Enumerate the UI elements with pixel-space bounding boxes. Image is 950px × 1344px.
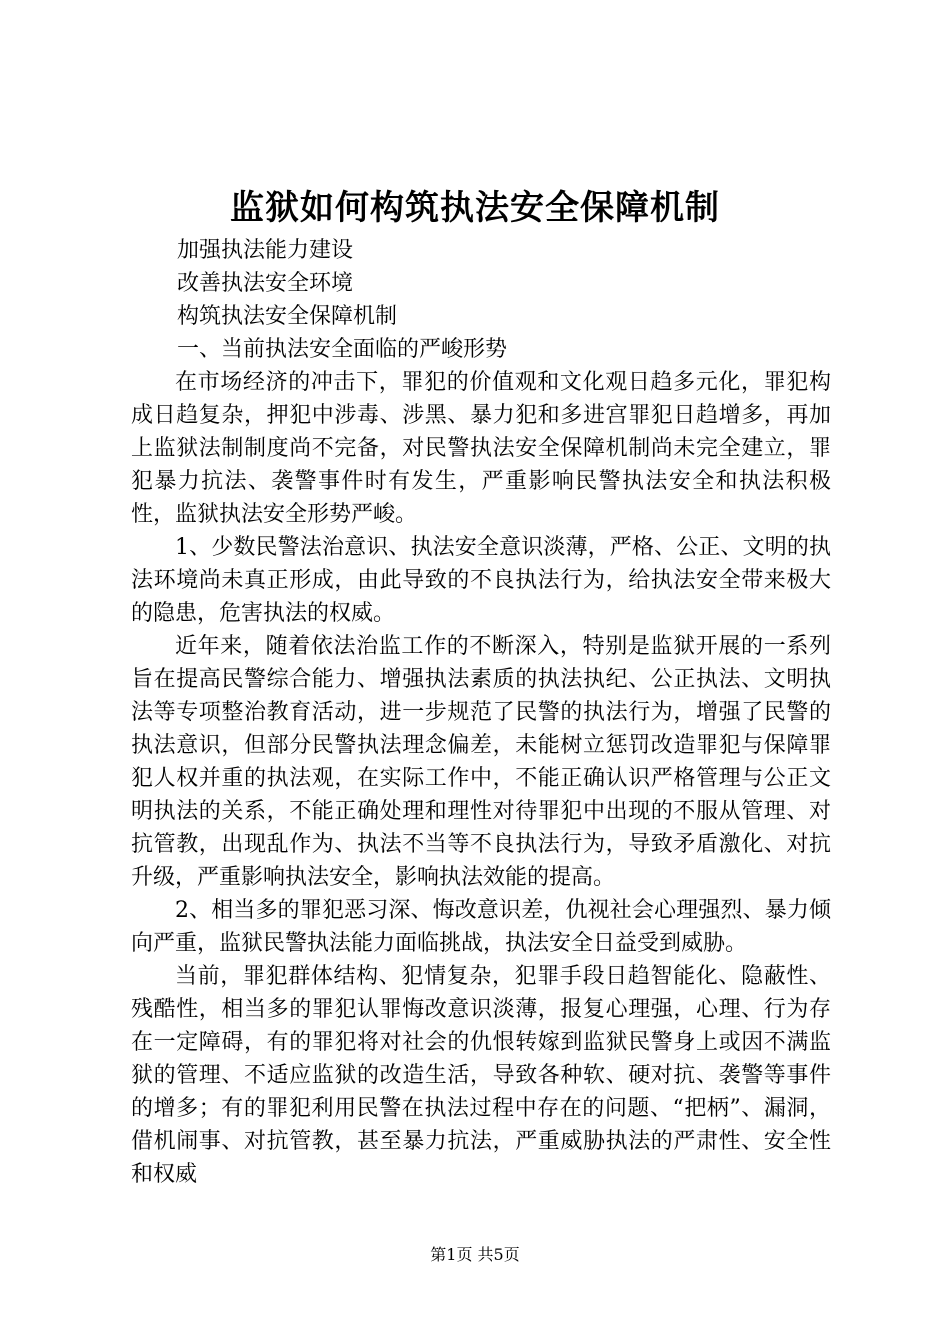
subtitle-3: 构筑执法安全保障机制 (177, 304, 398, 329)
paragraph: 当前，罪犯群体结构、犯情复杂，犯罪手段日趋智能化、隐蔽性、残酷性，相当多的罪犯认罪悔改意识淡薄，报复心理强，心理、行为存在一定障碍，有的罪犯将对社会的仇恨转嫁到监狱民警身上或因不满监狱的管理、不适应监狱的改造生活，导致各种软、硬对抗、袭警等事件的增多；有的罪犯利用民警在执法过程中存在的问题、“把柄”、漏洞，借机闹事、对抗管教，甚至暴力抗法，严重威胁执法的严肃性、安全性和权威 (131, 964, 831, 1187)
paragraph: 2、相当多的罪犯恶习深、悔改意识差，仇视社会心理强烈、暴力倾向严重，监狱民警执法能力面临挑战，执法安全日益受到威胁。 (131, 898, 831, 956)
subtitle-1: 加强执法能力建设 (177, 238, 354, 263)
section-heading: 一、当前执法安全面临的严峻形势 (177, 337, 508, 362)
document-body (131, 234, 831, 1191)
document-title: 监狱如何构筑执法安全保障机制 (230, 188, 720, 228)
paragraph: 1、少数民警法治意识、执法安全意识淡薄，严格、公正、文明的执法环境尚未真正形成，由此导致的不良执法行为，给执法安全带来极大的隐患，危害执法的权威。 (131, 535, 831, 626)
page-number-footer: 第1页 共5页 (430, 1245, 520, 1264)
paragraph: 近年来，随着依法治监工作的不断深入，特别是监狱开展的一系列旨在提高民警综合能力、增强执法素质的执法执纪、公正执法、文明执法等专项整治教育活动，进一步规范了民警的执法行为，增强了民警的执法意识，但部分民警执法理念偏差，未能树立惩罚改造罪犯与保障罪犯人权并重的执法观，在实际工作中，不能正确认识严格管理与公正文明执法的关系，不能正确处理和理性对待罪犯中出现的不服从管理、对抗管教，出现乱作为、执法不当等不良执法行为，导致矛盾激化、对抗升级，严重影响执法安全，影响执法效能的提高。 (131, 634, 831, 890)
subtitle-2: 改善执法安全环境 (177, 271, 354, 296)
paragraph: 在市场经济的冲击下，罪犯的价值观和文化观日趋多元化，罪犯构成日趋复杂，押犯中涉毒、涉黑、暴力犯和多进宫罪犯日趋增多，再加上监狱法制制度尚不完备，对民警执法安全保障机制尚未完全建立，罪犯暴力抗法、袭警事件时有发生，严重影响民警执法安全和执法积极性，监狱执法安全形势严峻。 (131, 370, 831, 527)
